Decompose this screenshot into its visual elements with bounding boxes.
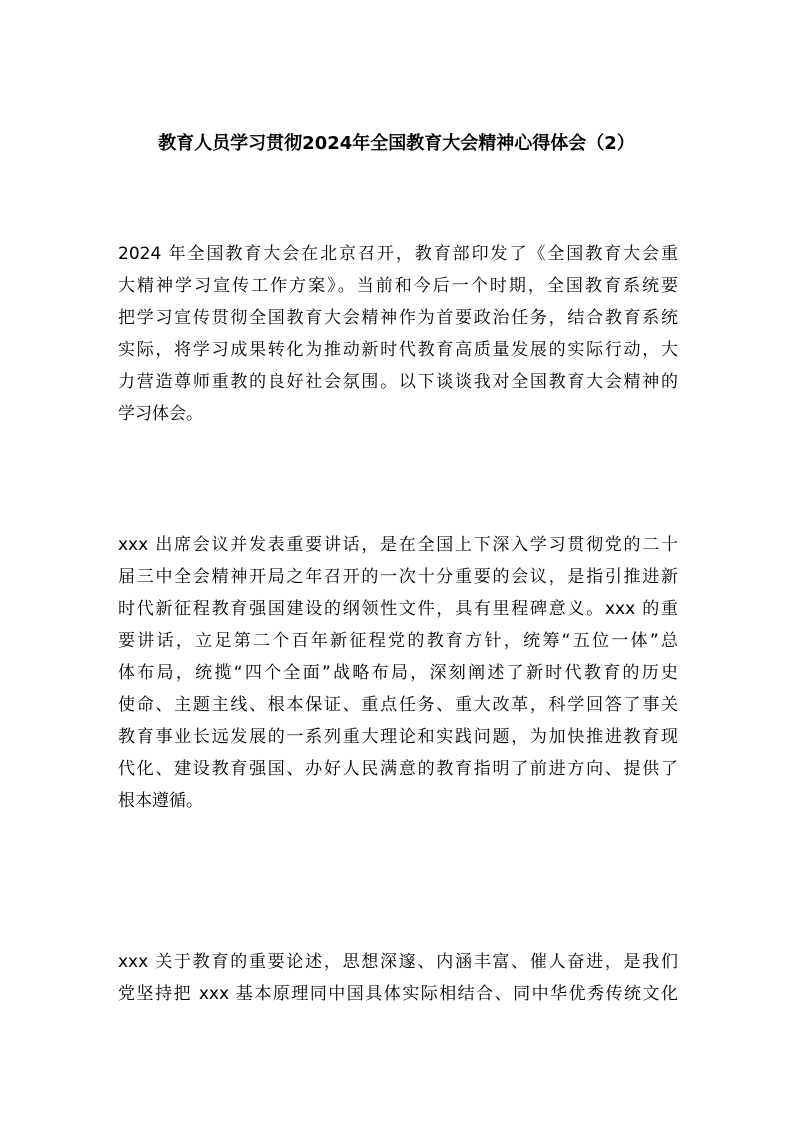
document-title: 教育人员学习贯彻2024年全国教育大会精神心得体会（2） — [158, 133, 635, 154]
paragraph-line: xxx 出席会议并发表重要讲话，是在全国上下深入学习贯彻党的二十 — [118, 535, 678, 555]
paragraph-line: 体布局，统揽“四个全面”战略布局，深刻阐述了新时代教育的历史 — [118, 663, 678, 683]
paragraph-line: 大精神学习宣传工作方案》。当前和今后一个时期，全国教育系统要 — [118, 276, 678, 296]
paragraph-line: 把学习宣传贯彻全国教育大会精神作为首要政治任务，结合教育系统 — [118, 308, 678, 328]
paragraph-line: 实际，将学习成果转化为推动新时代教育高质量发展的实际行动，大 — [118, 340, 678, 360]
paragraph-line: 根本遵循。 — [118, 791, 203, 811]
paragraph-line: 时代新征程教育强国建设的纲领性文件，具有里程碑意义。xxx 的重 — [118, 599, 678, 619]
paragraph-line: 代化、建设教育强国、办好人民满意的教育指明了前进方向、提供了 — [118, 759, 678, 779]
paragraph-line: 力营造尊师重教的良好社会氛围。以下谈谈我对全国教育大会精神的 — [118, 372, 678, 392]
paragraph-line: 党坚持把 xxx 基本原理同中国具体实际相结合、同中华优秀传统文化 — [118, 984, 678, 1004]
paragraph-line: 2024 年全国教育大会在北京召开，教育部印发了《全国教育大会重 — [118, 244, 678, 264]
paragraph-line: 教育事业长远发展的一系列重大理论和实践问题，为加快推进教育现 — [118, 727, 678, 747]
paragraph-line: xxx 关于教育的重要论述，思想深邃、内涵丰富、催人奋进，是我们 — [118, 952, 678, 972]
paragraph-2 — [118, 529, 678, 817]
paragraph-line: 届三中全会精神开局之年召开的一次十分重要的会议，是指引推进新 — [118, 567, 678, 587]
paragraph-line: 学习体会。 — [118, 404, 203, 424]
paragraph-line: 要讲话，立足第二个百年新征程党的教育方针，统筹“五位一体”总 — [118, 631, 678, 651]
paragraph-1 — [118, 238, 678, 430]
paragraph-3 — [118, 946, 678, 1010]
paragraph-line: 使命、主题主线、根本保证、重点任务、重大改革，科学回答了事关 — [118, 695, 678, 715]
